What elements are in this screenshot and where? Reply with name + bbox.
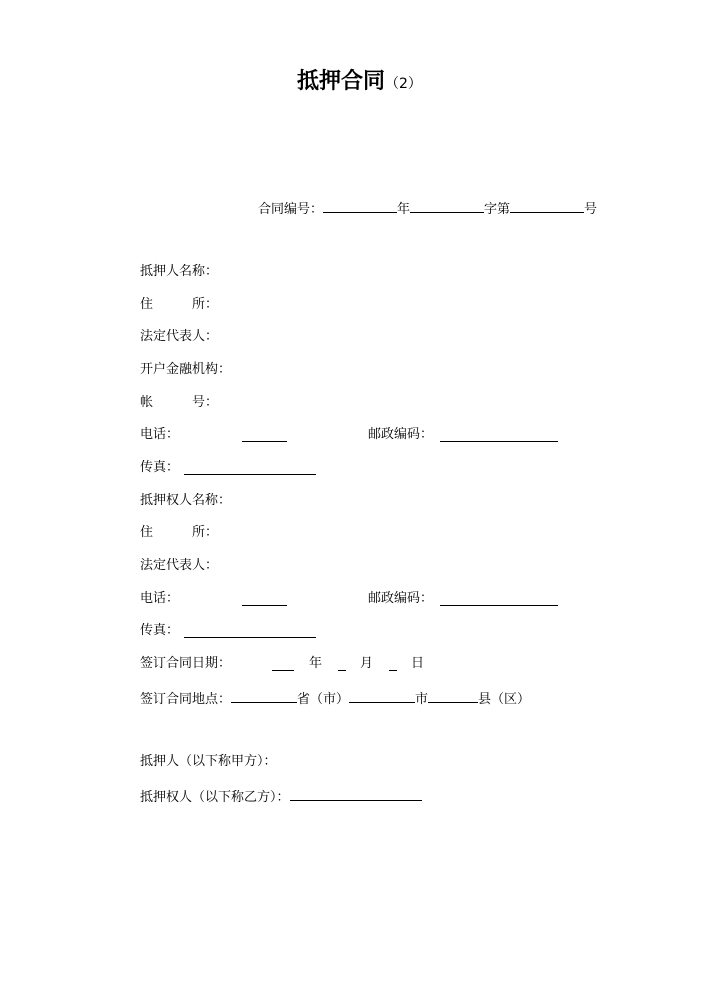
sign-year-blank[interactable] [272, 657, 294, 671]
party-b-label: 抵押权人（以下称乙方）： [140, 790, 290, 805]
sign-city-label: 市 [415, 692, 429, 707]
contract-year-label: 年 [397, 202, 411, 217]
mortgagor-postcode-blank[interactable] [440, 428, 558, 442]
mortgagee-name-label: 抵押权人名称： [140, 493, 232, 508]
mortgagor-fax-label: 传真： [140, 460, 180, 475]
sign-date-label: 签订合同日期： [140, 656, 232, 671]
title-sub: （2） [385, 76, 422, 92]
sign-place-line [140, 689, 530, 708]
contract-no-blank[interactable] [510, 199, 584, 213]
sign-province-blank[interactable] [231, 689, 297, 703]
mortgagee-fax-blank[interactable] [184, 624, 316, 638]
mortgagor-postcode-label: 邮政编码： [368, 427, 434, 442]
sign-day-blank[interactable] [389, 657, 397, 671]
mortgagor-account-label: 帐 号： [140, 395, 219, 410]
mortgagor-name-label: 抵押人名称： [140, 264, 219, 279]
mortgagor-phone-label: 电话： [140, 427, 180, 442]
contract-number-label: 合同编号： [258, 202, 324, 217]
mortgagee-fax-label: 传真： [140, 623, 180, 638]
sign-city-blank[interactable] [349, 689, 415, 703]
sign-county-blank[interactable] [428, 689, 478, 703]
mortgagee-phone-blank[interactable] [242, 592, 287, 606]
mortgagee-address-label: 住 所： [140, 525, 219, 540]
sign-place-label: 签订合同地点： [140, 692, 232, 707]
party-b-line [140, 787, 422, 806]
mortgagee-phone-label: 电话： [140, 591, 180, 606]
sign-month-label: 月 [360, 656, 374, 671]
contract-no-label: 号 [584, 202, 598, 217]
sign-year-label: 年 [309, 656, 323, 671]
mortgagor-phone-blank[interactable] [242, 428, 287, 442]
sign-month-blank[interactable] [338, 657, 346, 671]
title-main: 抵押合同 [297, 69, 386, 94]
mortgagor-address-label: 住 所： [140, 297, 219, 312]
mortgagor-legal-rep-label: 法定代表人： [140, 329, 219, 344]
mortgagee-postcode-label: 邮政编码： [368, 591, 434, 606]
contract-word-blank[interactable] [410, 199, 484, 213]
document-title [297, 64, 422, 95]
contract-word-label: 字第 [484, 202, 511, 217]
sign-province-label: 省（市） [297, 692, 350, 707]
contract-year-blank[interactable] [323, 199, 397, 213]
party-b-blank[interactable] [290, 787, 422, 801]
mortgagee-legal-rep-label: 法定代表人： [140, 558, 219, 573]
mortgagor-bank-label: 开户金融机构： [140, 362, 232, 377]
contract-number-line [258, 199, 597, 218]
mortgagee-postcode-blank[interactable] [440, 592, 558, 606]
sign-day-label: 日 [411, 656, 425, 671]
party-a-label: 抵押人（以下称甲方）： [140, 754, 277, 769]
sign-county-label: 县（区） [478, 692, 531, 707]
mortgagor-fax-blank[interactable] [184, 461, 316, 475]
